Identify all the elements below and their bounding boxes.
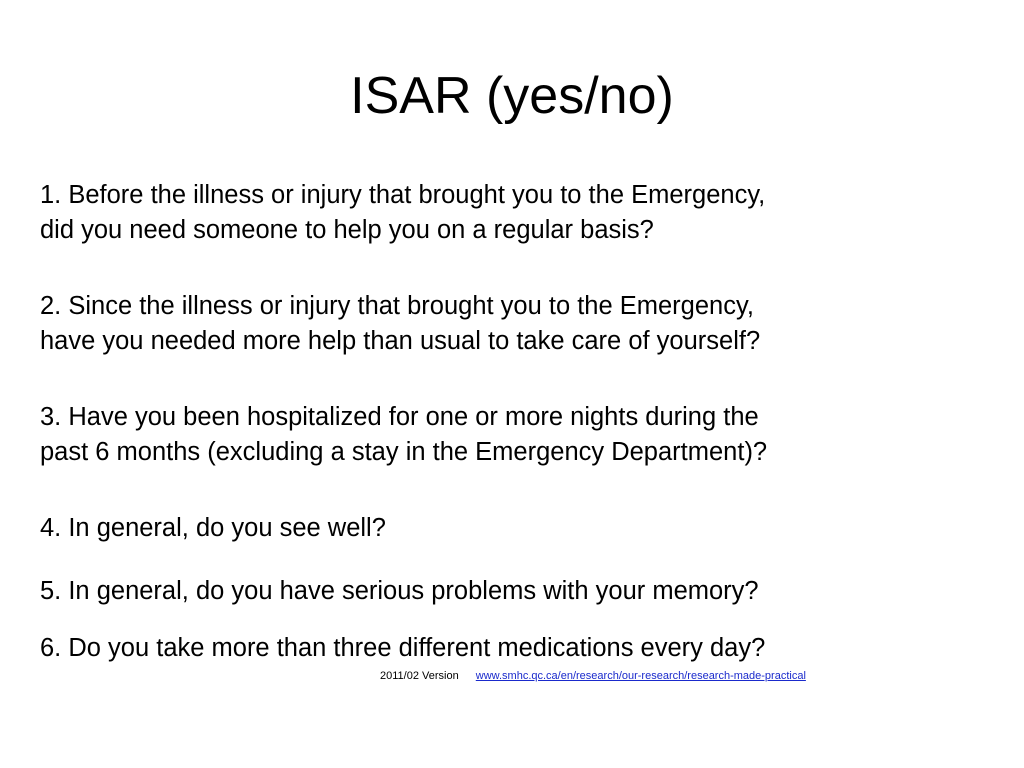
slide-footer (380, 668, 940, 684)
question-text: did you need someone to help you on a regular basis? (40, 216, 654, 244)
question-item (40, 178, 1000, 248)
question-text: 3. Have you been hospitalized for one or more nights during the (40, 403, 759, 431)
question-text: 1. Before the illness or injury that brought you to the Emergency, (40, 181, 766, 209)
question-item (40, 400, 1000, 470)
question-list (40, 178, 1000, 666)
source-link[interactable]: www.smhc.qc.ca/en/research/our-research/research-made-practical (475, 670, 806, 682)
question-text: past 6 months (excluding a stay in the Emergency Department)? (40, 438, 768, 466)
question-item (40, 574, 1000, 609)
version-label: 2011/02 Version (380, 670, 459, 682)
slide-title: ISAR (yes/no) (350, 67, 674, 125)
question-text: have you needed more help than usual to take care of yourself? (40, 327, 761, 355)
question-text: 4. In general, do you see well? (40, 514, 386, 542)
question-item (40, 289, 1000, 359)
question-text: 5. In general, do you have serious problems with your memory? (40, 577, 759, 605)
question-text: 6. Do you take more than three different medications every day? (40, 634, 766, 662)
question-item (40, 631, 1000, 666)
question-item (40, 511, 1000, 546)
question-text: 2. Since the illness or injury that brought you to the Emergency, (40, 292, 754, 320)
